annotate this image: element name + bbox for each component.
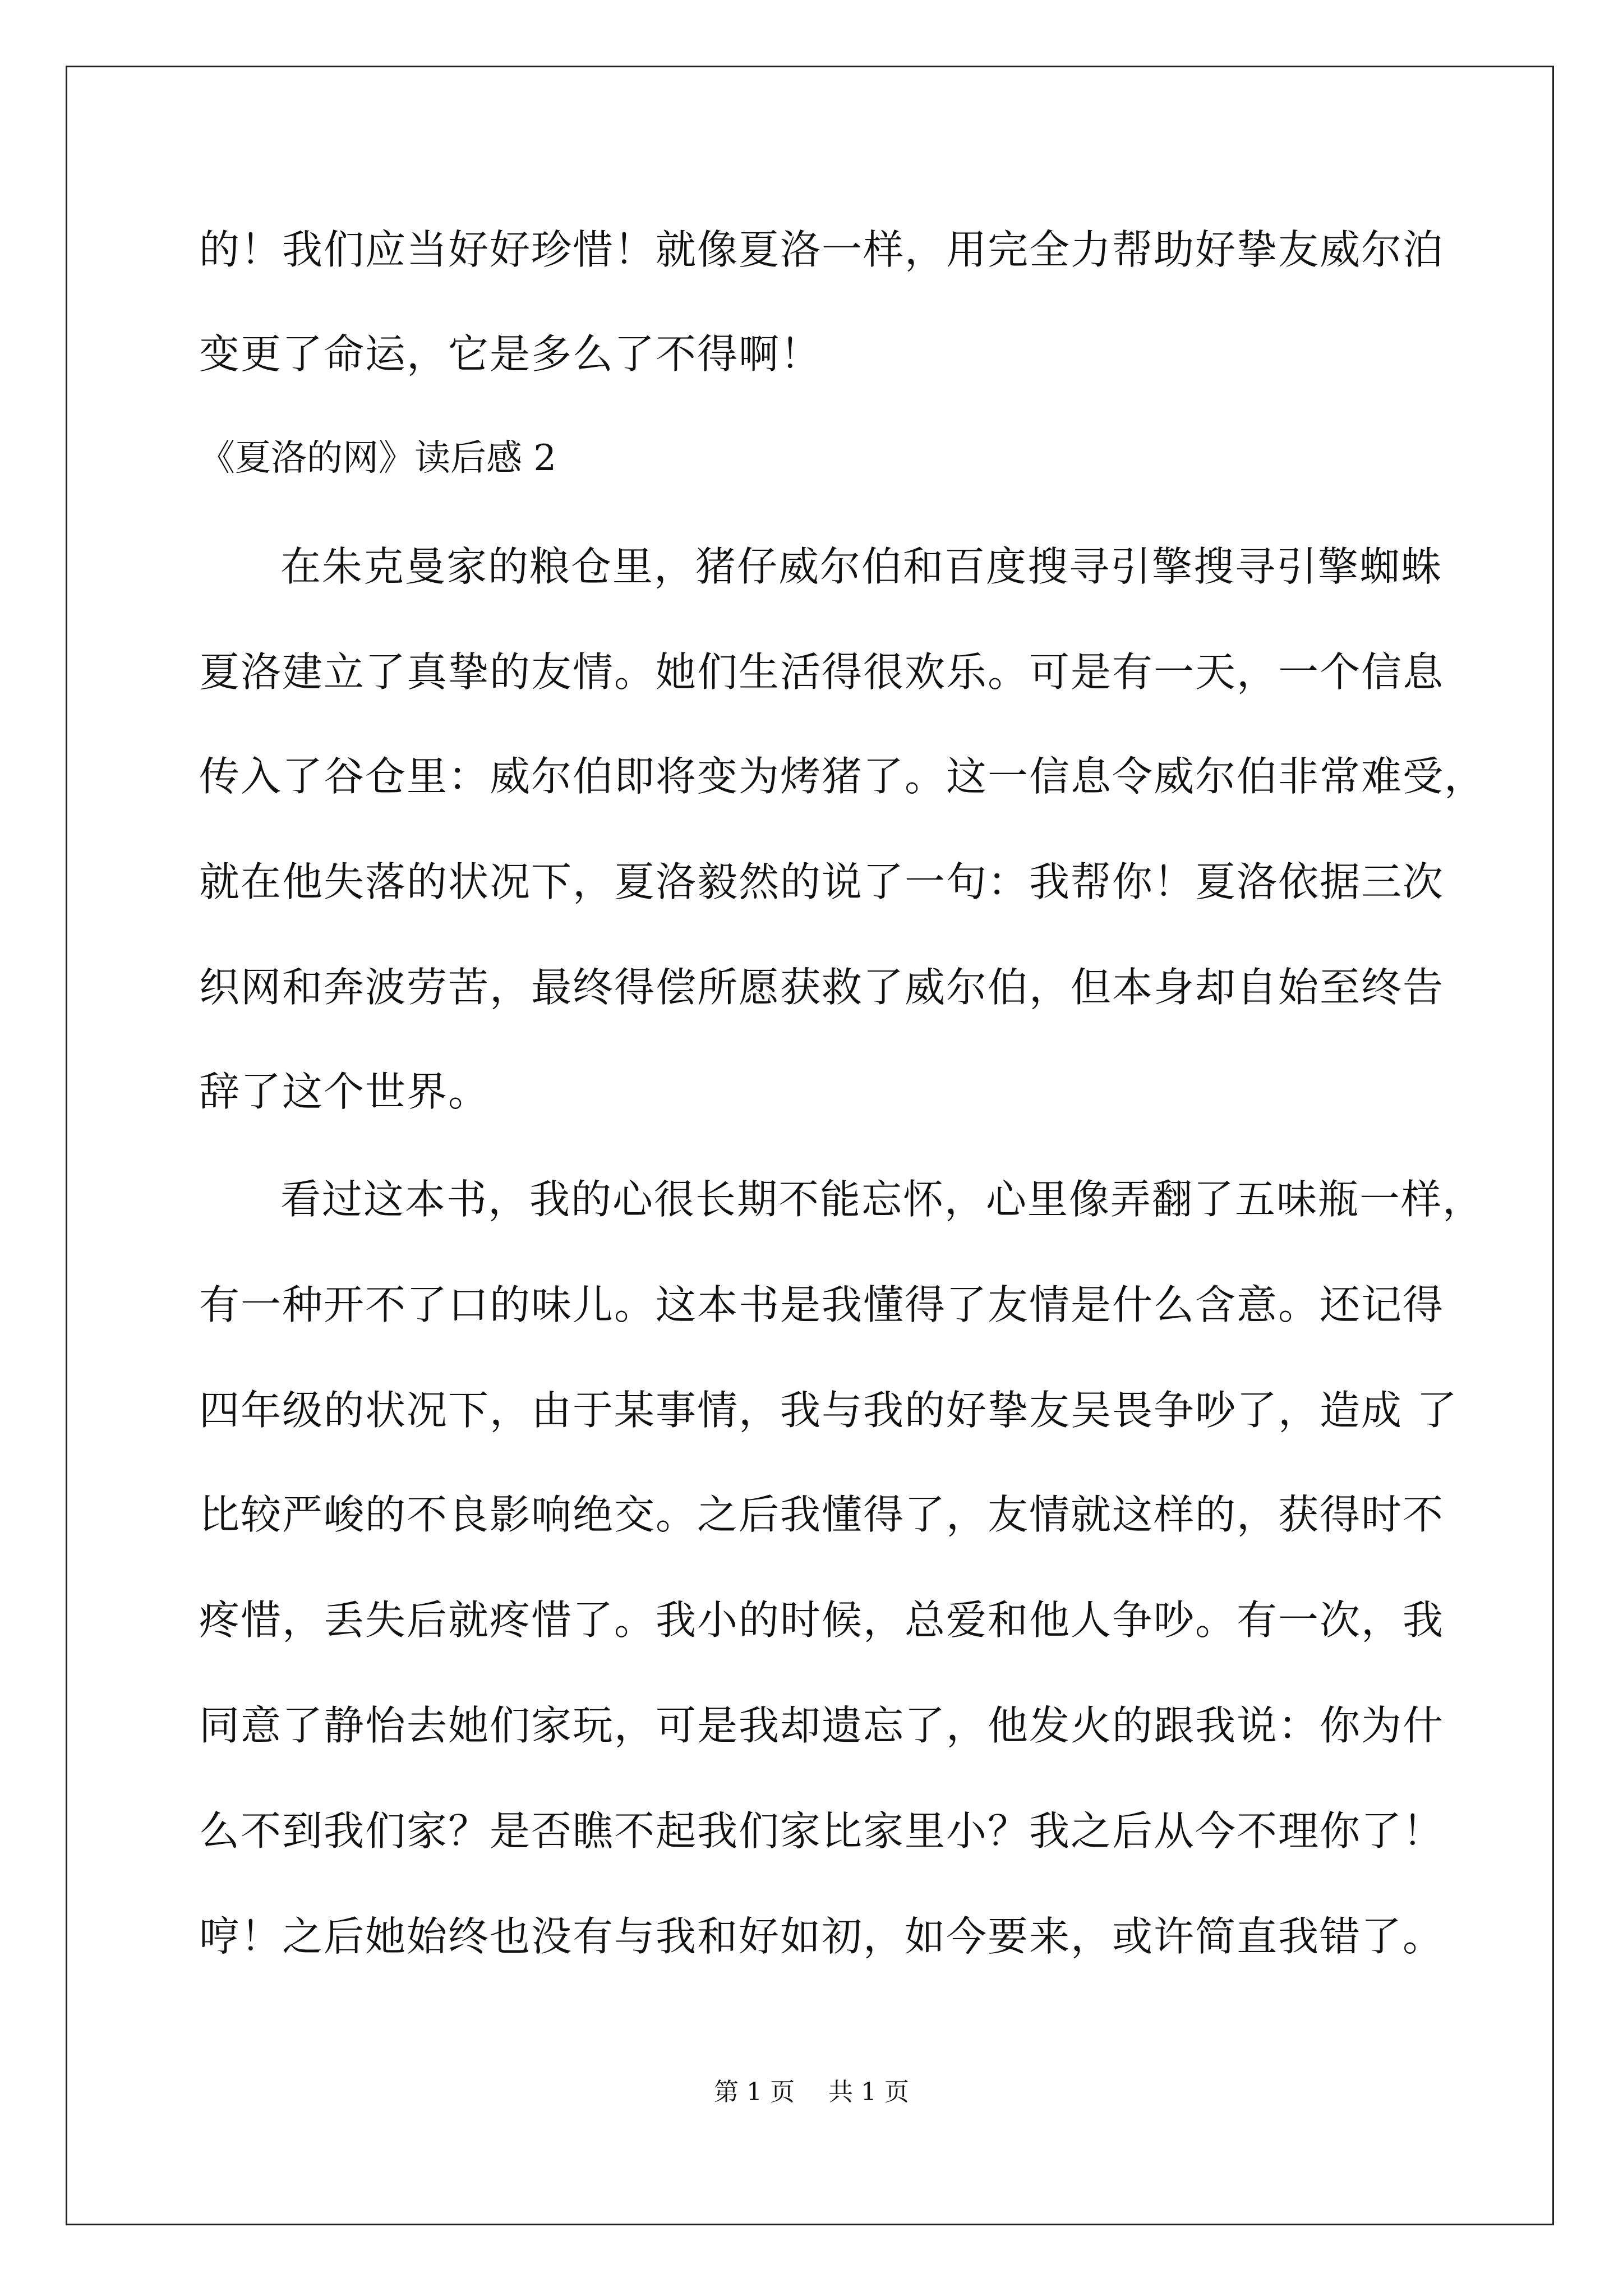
paragraph-line: 织网和奔波劳苦，最终得偿所愿获救了威尔伯，但本身却自始至终告	[199, 964, 1445, 1011]
paragraph-line: 在朱克曼家的粮仓里，猪仔威尔伯和百度搜寻引擎搜寻引擎蜘蛛	[280, 543, 1443, 590]
page-footer	[0, 2076, 1623, 2109]
paragraph-line: 辞了这个世界。	[199, 1068, 490, 1115]
paragraph-line: 么不到我们家？是否瞧不起我们家比家里小？我之后从今不理你了！	[199, 1807, 1445, 1855]
paragraph-line: 比较严峻的不良影响绝交。之后我懂得了，友情就这样的，获得时不	[199, 1491, 1445, 1538]
paragraph-line: 传入了谷仓里：威尔伯即将变为烤猪了。这一信息令威尔伯非常难受，	[199, 753, 1486, 800]
paragraph-line: 疼惜，丢失后就疼惜了。我小的时候，总爱和他人争吵。有一次，我	[199, 1596, 1445, 1644]
page-total: 共 1 页	[828, 2078, 909, 2106]
paragraph-line: 看过这本书，我的心很长期不能忘怀，心里像弄翻了五味瓶一样，	[280, 1176, 1484, 1223]
section-heading: 《夏洛的网》读后感 2	[199, 438, 557, 479]
page-number: 第 1 页	[714, 2078, 795, 2106]
paragraph-line: 四年级的状况下，由于某事情，我与我的好挚友吴畏争吵了，造成 了	[199, 1387, 1458, 1434]
text-line: 变更了命运，它是多么了不得啊！	[199, 330, 822, 378]
paragraph-line: 有一种开不了口的味儿。这本书是我懂得了友情是什么含意。还记得	[199, 1281, 1445, 1328]
paragraph-line: 同意了静怡去她们家玩，可是我却遗忘了，他发火的跟我说：你为什	[199, 1702, 1445, 1749]
paragraph-line: 就在他失落的状况下，夏洛毅然的说了一句：我帮你！夏洛依据三次	[199, 858, 1445, 905]
page-border	[66, 66, 1554, 2225]
paragraph-line: 夏洛建立了真挚的友情。她们生活得很欢乐。可是有一天，一个信息	[199, 648, 1445, 696]
text-line: 的！我们应当好好珍惜！就像夏洛一样，用完全力帮助好挚友威尔泊	[199, 226, 1445, 273]
paragraph-line: 哼！之后她始终也没有与我和好如初，如今要来，或许简直我错了。	[199, 1913, 1445, 1960]
